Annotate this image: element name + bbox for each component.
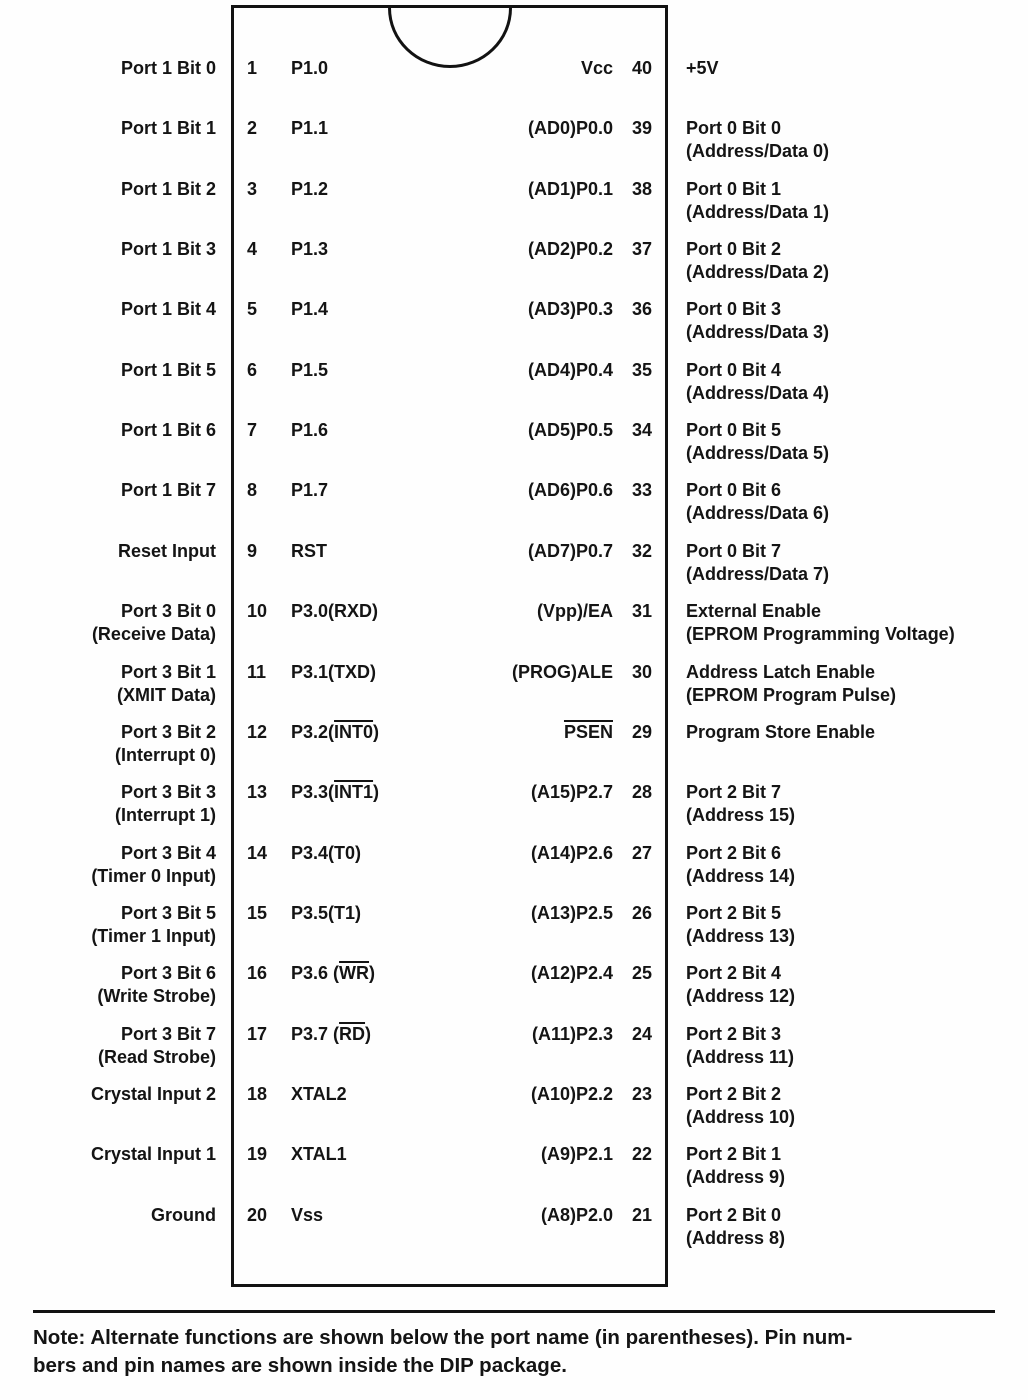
pin-name: (A15)P2.7 [530, 782, 613, 803]
label-line: Port 0 Bit 0 [686, 118, 782, 139]
label-line: (Address/Data 4) [686, 382, 830, 403]
pin-external-label-right [686, 1023, 1022, 1069]
pin-external-label-left [0, 479, 216, 502]
label-line: (Address 8) [686, 1227, 786, 1248]
label-line: (Address/Data 6) [686, 503, 830, 524]
label-line: Port 0 Bit 6 [686, 480, 782, 501]
pin-name: (AD7)P0.7 [527, 540, 613, 561]
pin-name: (A12)P2.4 [530, 963, 613, 984]
pin-number: 14 [247, 842, 268, 863]
label-line: (EPROM Program Pulse) [686, 684, 897, 705]
note-text [33, 1324, 1013, 1380]
pin-name: (AD1)P0.1 [527, 178, 613, 199]
pin-name: Vcc [580, 58, 613, 78]
pin-number: 28 [631, 782, 652, 803]
label-line: Port 0 Bit 5 [686, 420, 782, 441]
pin-number: 11 [247, 661, 267, 682]
pin-number: 10 [247, 601, 268, 622]
pin-name: P3.2(INT0) [291, 721, 380, 742]
pin-name: P1.6 [291, 420, 329, 441]
label-line: Port 3 Bit 4 [120, 842, 216, 863]
pin-name: (A10)P2.2 [530, 1083, 613, 1104]
pin-inner-left [247, 661, 376, 684]
pin-external-label-right [686, 1083, 1022, 1129]
pin-number: 6 [247, 359, 258, 380]
pin-name: (A9)P2.1 [540, 1144, 613, 1165]
label-line: Program Store Enable [686, 721, 876, 742]
pin-inner-right [564, 721, 652, 744]
label-line: Crystal Input 2 [90, 1083, 216, 1104]
active-low-overbar: $\overline{RD}$ [339, 1023, 366, 1044]
pin-external-label-left [0, 178, 216, 201]
pin-number: 17 [247, 1023, 268, 1044]
pin-inner-left [247, 479, 328, 502]
pin-inner-left [247, 1083, 347, 1106]
pin-name: (PROG)ALE [512, 661, 613, 682]
label-line: Port 1 Bit 5 [120, 359, 216, 380]
active-low-overbar: INT0 [334, 721, 374, 742]
active-low-overbar: $\overline{WR}$ [339, 963, 370, 984]
label-line: (Read Strobe) [97, 1046, 216, 1067]
pin-name: XTAL2 [291, 1083, 347, 1104]
label-line: (Address 13) [686, 925, 796, 946]
label-line: External Enable [686, 601, 822, 622]
pin-inner-right [531, 1083, 652, 1106]
pin-number: 32 [631, 540, 652, 561]
label-line: Port 2 Bit 5 [686, 902, 782, 923]
label-line: (Address 14) [686, 865, 796, 886]
pin-external-label-left [0, 962, 216, 1008]
pin-number: 13 [247, 782, 268, 803]
pin-external-label-right [686, 479, 1022, 525]
pin-inner-right [531, 902, 652, 925]
pin-external-label-right [686, 1143, 1022, 1189]
pin-number: 18 [247, 1083, 268, 1104]
label-line: (XMIT Data) [117, 684, 216, 705]
pin-number: 36 [631, 299, 652, 320]
pin-name: Vss [291, 1204, 324, 1225]
pin-external-label-right [686, 57, 1022, 80]
pin-number: 38 [631, 178, 652, 199]
pin-number: 3 [247, 178, 258, 199]
pin-name: P1.0 [291, 58, 329, 78]
pin-external-label-right [686, 962, 1022, 1008]
pin-external-label-left [0, 298, 216, 321]
label-line: (Receive Data) [91, 624, 216, 645]
label-line: +5V [686, 58, 719, 78]
pin-inner-right [581, 57, 652, 80]
label-line: (Interrupt 0) [115, 744, 216, 765]
pin-inner-right [528, 479, 652, 502]
pin-name: P1.2 [291, 178, 329, 199]
pin-name: P1.4 [291, 299, 329, 320]
pin-inner-right [528, 419, 652, 442]
pin-number: 30 [631, 661, 652, 682]
pin-number: 40 [631, 58, 652, 78]
pin-inner-right [532, 1023, 652, 1046]
pin-number: 34 [631, 420, 652, 441]
pin-number: 22 [631, 1144, 652, 1165]
pin-name: (AD5)P0.5 [527, 420, 613, 441]
pin-number: 21 [631, 1204, 652, 1225]
pin-name: (AD0)P0.0 [527, 118, 613, 139]
pin-name: (AD6)P0.6 [527, 480, 613, 501]
pin-number: 39 [631, 118, 652, 139]
label-line: (Address/Data 0) [686, 141, 830, 162]
label-line: Port 0 Bit 3 [686, 299, 782, 320]
pin-external-label-right [686, 721, 1022, 744]
pin-inner-right [541, 1143, 652, 1166]
pin-external-label-right [686, 117, 1022, 163]
label-line: Port 3 Bit 1 [120, 661, 216, 682]
pin-inner-left [247, 298, 328, 321]
label-line: (Timer 1 Input) [91, 925, 216, 946]
pin-number: 35 [631, 359, 652, 380]
pin-name: P3.5(T1) [291, 902, 362, 923]
pin-external-label-right [686, 238, 1022, 284]
label-line: (EPROM Programming Voltage) [686, 624, 955, 645]
pin-name: P3.3(INT1) [291, 782, 380, 803]
pin-external-label-right [686, 1204, 1022, 1250]
pin-inner-left [247, 962, 375, 985]
pin-number: 25 [631, 963, 652, 984]
pin-name: (A13)P2.5 [530, 902, 613, 923]
pin-name: P3.4(T0) [291, 842, 362, 863]
label-line: (Address 15) [686, 805, 796, 826]
label-line: Port 2 Bit 3 [686, 1023, 782, 1044]
pin-external-label-left [0, 540, 216, 563]
pin-inner-right [528, 540, 652, 563]
label-line: Port 1 Bit 1 [120, 118, 216, 139]
label-line: Ground [151, 1204, 216, 1225]
label-line: Port 1 Bit 0 [120, 58, 216, 78]
active-low-overbar: INT1 [334, 782, 374, 803]
label-line: Port 3 Bit 0 [120, 601, 216, 622]
pin-number: 24 [631, 1023, 652, 1044]
label-line: (Address/Data 2) [686, 262, 830, 283]
label-line: Port 3 Bit 3 [120, 782, 216, 803]
pin-external-label-left [0, 359, 216, 382]
pin-number: 27 [631, 842, 652, 863]
pin-inner-left [247, 540, 327, 563]
label-line: (Address 12) [686, 986, 796, 1007]
pin-external-label-left [0, 1143, 216, 1166]
pin-inner-right [541, 1204, 652, 1227]
label-line: Port 0 Bit 7 [686, 540, 782, 561]
label-line: (Address 9) [686, 1167, 786, 1188]
pin-external-label-left [0, 1023, 216, 1069]
pin-inner-right [528, 117, 652, 140]
pin-name: P1.1 [291, 118, 329, 139]
pin-number: 26 [631, 902, 652, 923]
label-line: Port 0 Bit 1 [686, 178, 782, 199]
pin-inner-right [512, 661, 652, 684]
pin-number: 12 [247, 721, 268, 742]
pin-inner-left [247, 842, 361, 865]
pin-number: 2 [247, 118, 258, 139]
pin-number: 37 [631, 239, 652, 260]
pin-external-label-left [0, 419, 216, 442]
note-divider [33, 1310, 995, 1313]
label-line: Port 2 Bit 7 [686, 782, 782, 803]
label-line: Port 0 Bit 4 [686, 359, 782, 380]
pin-name: P3.1(TXD) [291, 661, 377, 682]
pin-name [564, 721, 613, 744]
pin-external-label-left [0, 842, 216, 888]
label-line: (Address/Data 7) [686, 563, 830, 584]
pin-name: P3.6 $(\overline{WR})$ [291, 963, 376, 984]
pin-number: 7 [247, 420, 258, 441]
pin-external-label-right [686, 178, 1022, 224]
label-line: Port 2 Bit 4 [686, 963, 782, 984]
label-line: Port 1 Bit 3 [120, 239, 216, 260]
pin-external-label-left [0, 1204, 216, 1227]
pin-inner-left [247, 902, 361, 925]
pin-inner-right [531, 842, 652, 865]
pin-external-label-left [0, 902, 216, 948]
label-line: Port 1 Bit 2 [120, 178, 216, 199]
label-line: (Timer 0 Input) [91, 865, 216, 886]
pin-number: 16 [247, 963, 268, 984]
pin-name: (AD4)P0.4 [527, 359, 613, 380]
pin-number: 8 [247, 480, 258, 501]
pin-inner-left [247, 238, 328, 261]
pin-external-label-left [0, 117, 216, 140]
label-line: Address Latch Enable [686, 661, 876, 682]
label-line: Port 1 Bit 6 [120, 420, 216, 441]
pin-external-label-right [686, 781, 1022, 827]
pin-name: P3.0(RXD) [291, 601, 379, 622]
pin-name: (Vpp)/EA [537, 601, 613, 622]
pin-external-label-left [0, 600, 216, 646]
pin-number: 23 [631, 1083, 652, 1104]
pin-inner-right [528, 178, 652, 201]
pin-inner-left [247, 721, 379, 744]
pin-external-label-right [686, 661, 1022, 707]
pin-name: RST [291, 540, 327, 561]
pin-name: P1.7 [291, 480, 329, 501]
pin-name: (AD3)P0.3 [527, 299, 613, 320]
pin-name: (AD2)P0.2 [527, 239, 613, 260]
pin-inner-left [247, 1023, 371, 1046]
pin-number: 1 [247, 58, 258, 78]
pin-external-label-left [0, 721, 216, 767]
pin-number: 19 [247, 1144, 268, 1165]
label-line: (Address 10) [686, 1106, 796, 1127]
pin-external-label-left [0, 57, 216, 80]
note-line-1: Note: Alternate functions are shown below the port name (in parentheses). Pin num- [33, 1326, 853, 1349]
pin-inner-right [528, 298, 652, 321]
label-line: Port 2 Bit 0 [686, 1204, 782, 1225]
pin-inner-left [247, 1143, 347, 1166]
label-line: (Write Strobe) [97, 986, 216, 1007]
pin-name: XTAL1 [291, 1144, 347, 1165]
pin-external-label-right [686, 600, 1022, 646]
label-line: Port 1 Bit 4 [120, 299, 216, 320]
label-line: (Address 11) [686, 1046, 795, 1067]
pin-name: (A8)P2.0 [540, 1204, 613, 1225]
note-line-2: bers and pin names are shown inside the DIP package. [33, 1354, 567, 1377]
label-line: Port 2 Bit 2 [686, 1083, 782, 1104]
pin-external-label-right [686, 902, 1022, 948]
pin-external-label-right [686, 419, 1022, 465]
active-low-overbar: PSEN [563, 721, 613, 742]
label-line: Reset Input [117, 540, 216, 561]
label-line: Crystal Input 1 [90, 1144, 216, 1165]
pin-number: 33 [631, 480, 652, 501]
pin-name: (A14)P2.6 [530, 842, 613, 863]
label-line: Port 1 Bit 7 [120, 480, 216, 501]
pin-number: 29 [631, 721, 652, 742]
label-line: Port 3 Bit 5 [120, 902, 216, 923]
pin-name: P3.7 $(\overline{RD})$ [291, 1023, 372, 1044]
pin-inner-right [537, 600, 652, 623]
pin-inner-left [247, 600, 378, 623]
pin-inner-left [247, 781, 379, 804]
pin-name: P1.5 [291, 359, 329, 380]
pin-inner-right [528, 238, 652, 261]
label-line: Port 2 Bit 6 [686, 842, 782, 863]
pin-name: P1.3 [291, 239, 329, 260]
pin-external-label-right [686, 359, 1022, 405]
pin-number: 15 [247, 902, 268, 923]
pin-external-label-right [686, 298, 1022, 344]
pin-inner-right [528, 359, 652, 382]
pin-inner-left [247, 1204, 323, 1227]
label-line: Port 2 Bit 1 [686, 1144, 782, 1165]
pin-external-label-left [0, 781, 216, 827]
label-line: Port 3 Bit 2 [120, 721, 216, 742]
label-line: Port 3 Bit 6 [120, 963, 216, 984]
pin-number: 31 [631, 601, 652, 622]
label-line: (Address/Data 3) [686, 322, 830, 343]
label-line: (Address/Data 1) [686, 201, 830, 222]
pin-name: (A11)P2.3 [531, 1023, 613, 1044]
pin-external-label-right [686, 842, 1022, 888]
pin-external-label-right [686, 540, 1022, 586]
pin-inner-left [247, 57, 328, 80]
pin-inner-left [247, 178, 328, 201]
label-line: Port 3 Bit 7 [120, 1023, 216, 1044]
pin-inner-right [531, 962, 652, 985]
pin-external-label-left [0, 661, 216, 707]
pin-number: 5 [247, 299, 258, 320]
label-line: (Interrupt 1) [115, 805, 216, 826]
pin-number: 9 [247, 540, 258, 561]
pin-inner-left [247, 117, 328, 140]
pin-inner-left [247, 419, 328, 442]
pin-external-label-left [0, 1083, 216, 1106]
pin-inner-left [247, 359, 328, 382]
pin-external-label-left [0, 238, 216, 261]
label-line: Port 0 Bit 2 [686, 239, 782, 260]
label-line: (Address/Data 5) [686, 443, 830, 464]
pin-inner-right [531, 781, 652, 804]
pin-number: 4 [247, 239, 258, 260]
pin-number: 20 [247, 1204, 268, 1225]
